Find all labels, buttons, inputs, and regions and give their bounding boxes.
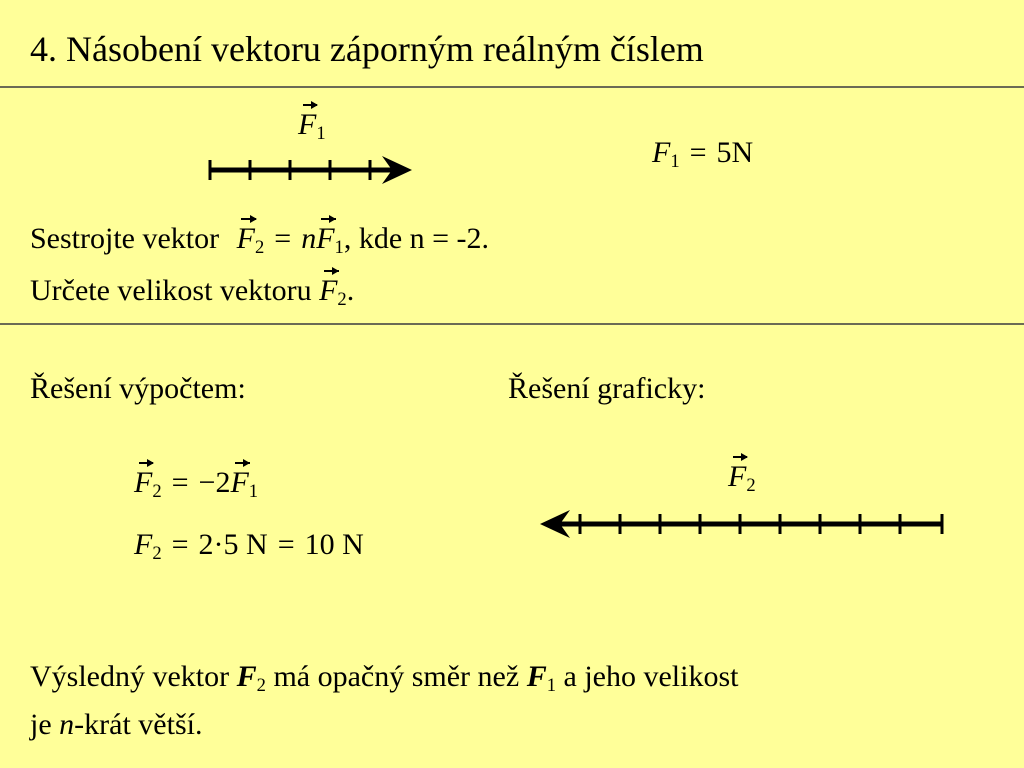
- vector-f1-label: $F_1$: [298, 108, 326, 145]
- task-line-1: Sestrojte vektor $F_2 = nF_1$, kde n = -2.: [30, 222, 490, 259]
- calc-solution-heading: Řešení výpočtem:: [30, 372, 246, 405]
- conclusion-line-1: Výsledný vektor $F_2$ má opačný směr než $F_1$ a jeho velikost: [30, 660, 739, 697]
- page-title: 4. Násobení vektoru záporným reálným číslem: [30, 29, 704, 69]
- top-divider: [0, 86, 1024, 88]
- calc-equation-1: $F_2 = -2F_1$: [134, 466, 259, 503]
- middle-divider: [0, 323, 1024, 325]
- calc-equation-2: $F_2 = 2\cdot 5$ N = 10 N: [134, 528, 364, 565]
- f1-magnitude-equation: $F_1 = 5N$: [652, 136, 754, 173]
- vector-f2-label: $F_2$: [728, 460, 756, 497]
- graph-solution-heading: Řešení graficky:: [508, 372, 706, 405]
- vector-f1-arrow: [200, 150, 420, 190]
- conclusion-line-2: je n-krát větší.: [30, 708, 203, 741]
- vector-f2-arrow: [530, 504, 950, 544]
- task-line-2: Určete velikost vektoru $F_2$.: [30, 274, 355, 311]
